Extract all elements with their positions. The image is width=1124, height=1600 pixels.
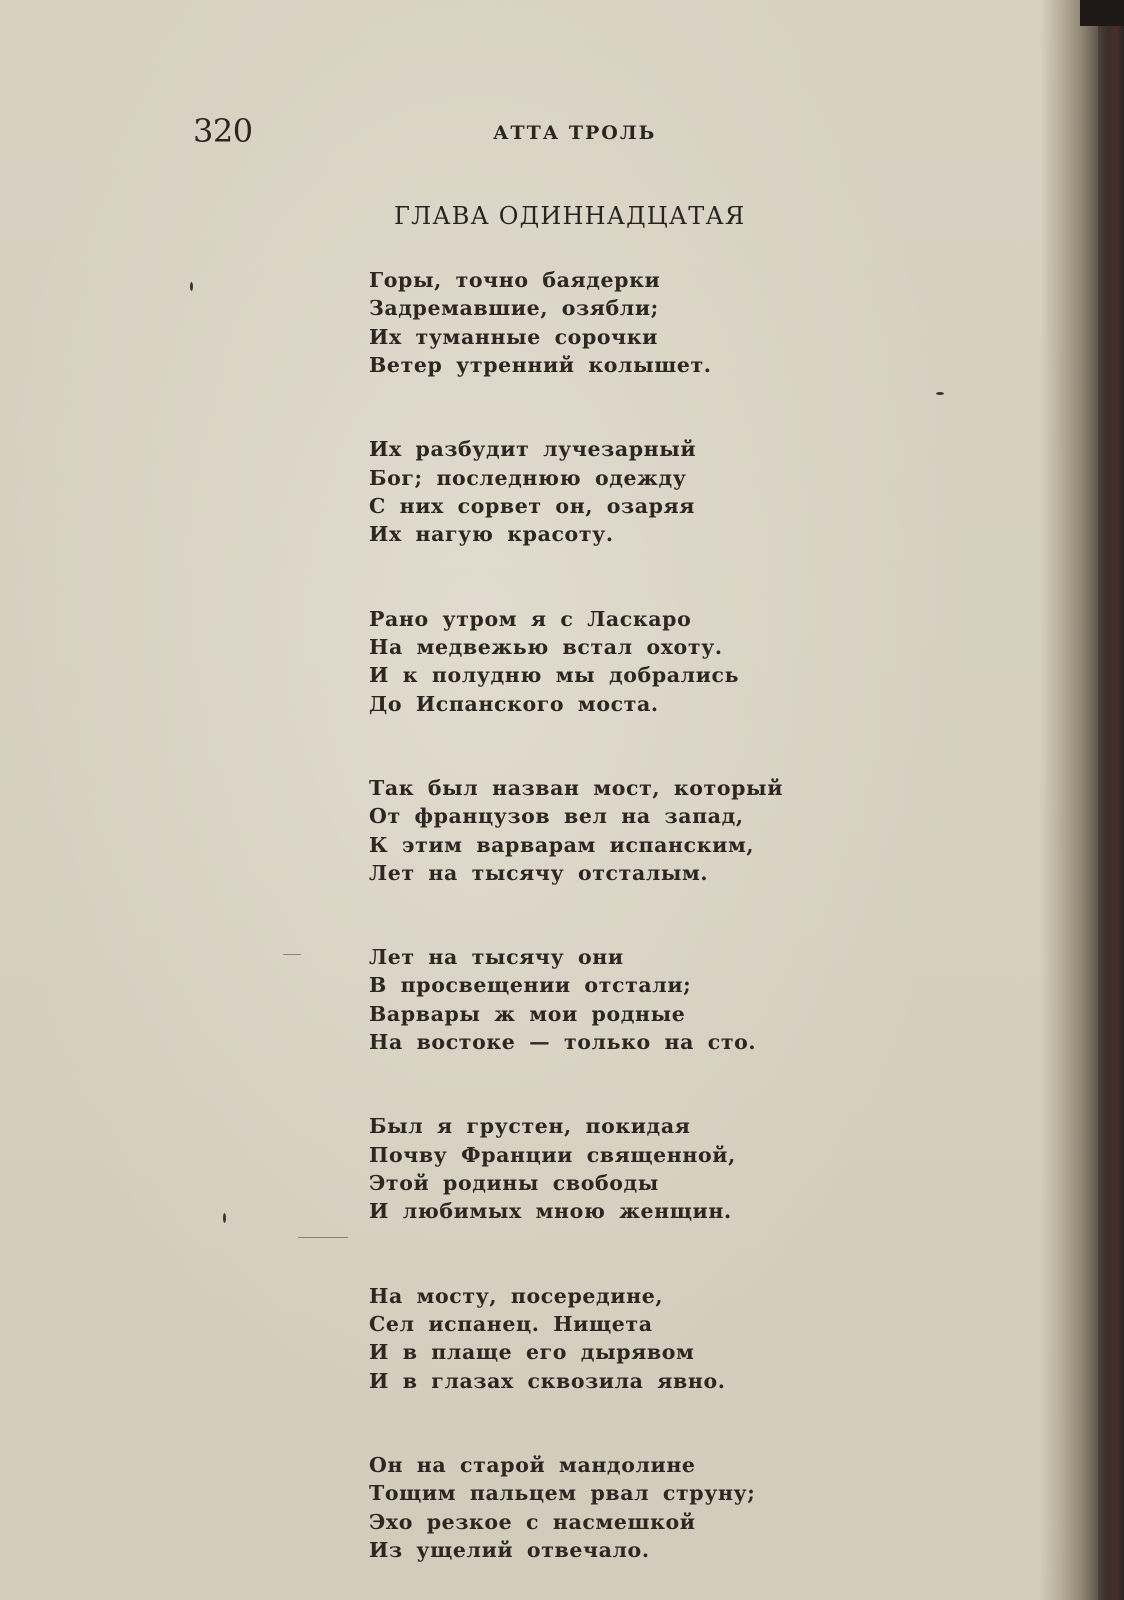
ink-speck (223, 1213, 226, 1223)
poem-line: Бог; последнюю одежду (369, 465, 687, 490)
poem-line: Ветер утренний колышет. (369, 353, 712, 378)
ink-speck (190, 282, 193, 291)
poem-line: Варвары ж мои родные (369, 1001, 686, 1026)
poem-line: Был я грустен, покидая (369, 1114, 691, 1139)
poem-line: Их туманные сорочки (369, 324, 658, 349)
poem-line: И любимых мною женщин. (369, 1199, 732, 1224)
stanza (369, 1451, 829, 1565)
poem-line: От французов вел на запад, (369, 804, 744, 829)
poem-line: Тощим пальцем рвал струну; (369, 1481, 756, 1506)
poem-line: Рано утром я с Ласкаро (369, 606, 692, 631)
stanza (369, 435, 829, 549)
poem-line: Лет на тысячу они (369, 945, 624, 969)
poem-line: К этим варварам испанским, (369, 832, 755, 857)
stanza (369, 1282, 829, 1396)
poem-line: В просвещении отстали; (369, 973, 692, 998)
ink-speck (283, 954, 301, 955)
poem-line: Эхо резкое с насмешкой (369, 1509, 696, 1534)
poem (369, 266, 829, 1564)
poem-line: И в глазах сквозила явно. (369, 1368, 726, 1393)
running-title: АТТА ТРОЛЬ (493, 122, 657, 144)
chapter-title: ГЛАВА ОДИННАДЦАТАЯ (394, 202, 746, 230)
book-cover-corner (1080, 0, 1124, 26)
poem-line: Почву Франции священной, (369, 1142, 736, 1167)
poem-line: На востоке — только на сто. (369, 1030, 757, 1055)
poem-line: Так был назван мост, который (369, 775, 784, 800)
poem-line: И к полудню мы добрались (369, 663, 740, 688)
stanza (369, 943, 829, 1057)
poem-line: Их нагую красоту. (369, 522, 614, 547)
poem-line: Этой родины свободы (369, 1171, 659, 1196)
stanza (369, 266, 829, 380)
stanza (369, 1112, 829, 1226)
poem-line: До Испанского моста. (369, 691, 659, 716)
poem-line: И в плаще его дырявом (369, 1340, 695, 1365)
stanza (369, 774, 829, 888)
ink-speck (936, 392, 944, 395)
ink-speck (298, 1237, 348, 1238)
poem-line: Лет на тысячу отсталым. (369, 860, 709, 885)
poem-line: На медвежью встал охоту. (369, 634, 723, 659)
stanza (369, 605, 829, 719)
poem-line: Их разбудит лучезарный (369, 437, 697, 462)
book-cover-edge (1098, 0, 1124, 1600)
poem-line: Задремавшие, озябли; (369, 296, 659, 321)
page-number: 320 (193, 112, 253, 150)
running-head (0, 112, 1062, 152)
poem-line: Он на старой мандолине (369, 1452, 696, 1477)
poem-line: Сел испанец. Нищета (369, 1311, 653, 1336)
poem-line: Горы, точно баядерки (369, 268, 661, 292)
poem-line: С них сорвет он, озаряя (369, 494, 696, 519)
poem-line: Из ущелий отвечало. (369, 1537, 650, 1562)
poem-line: На мосту, посередине, (369, 1283, 664, 1308)
